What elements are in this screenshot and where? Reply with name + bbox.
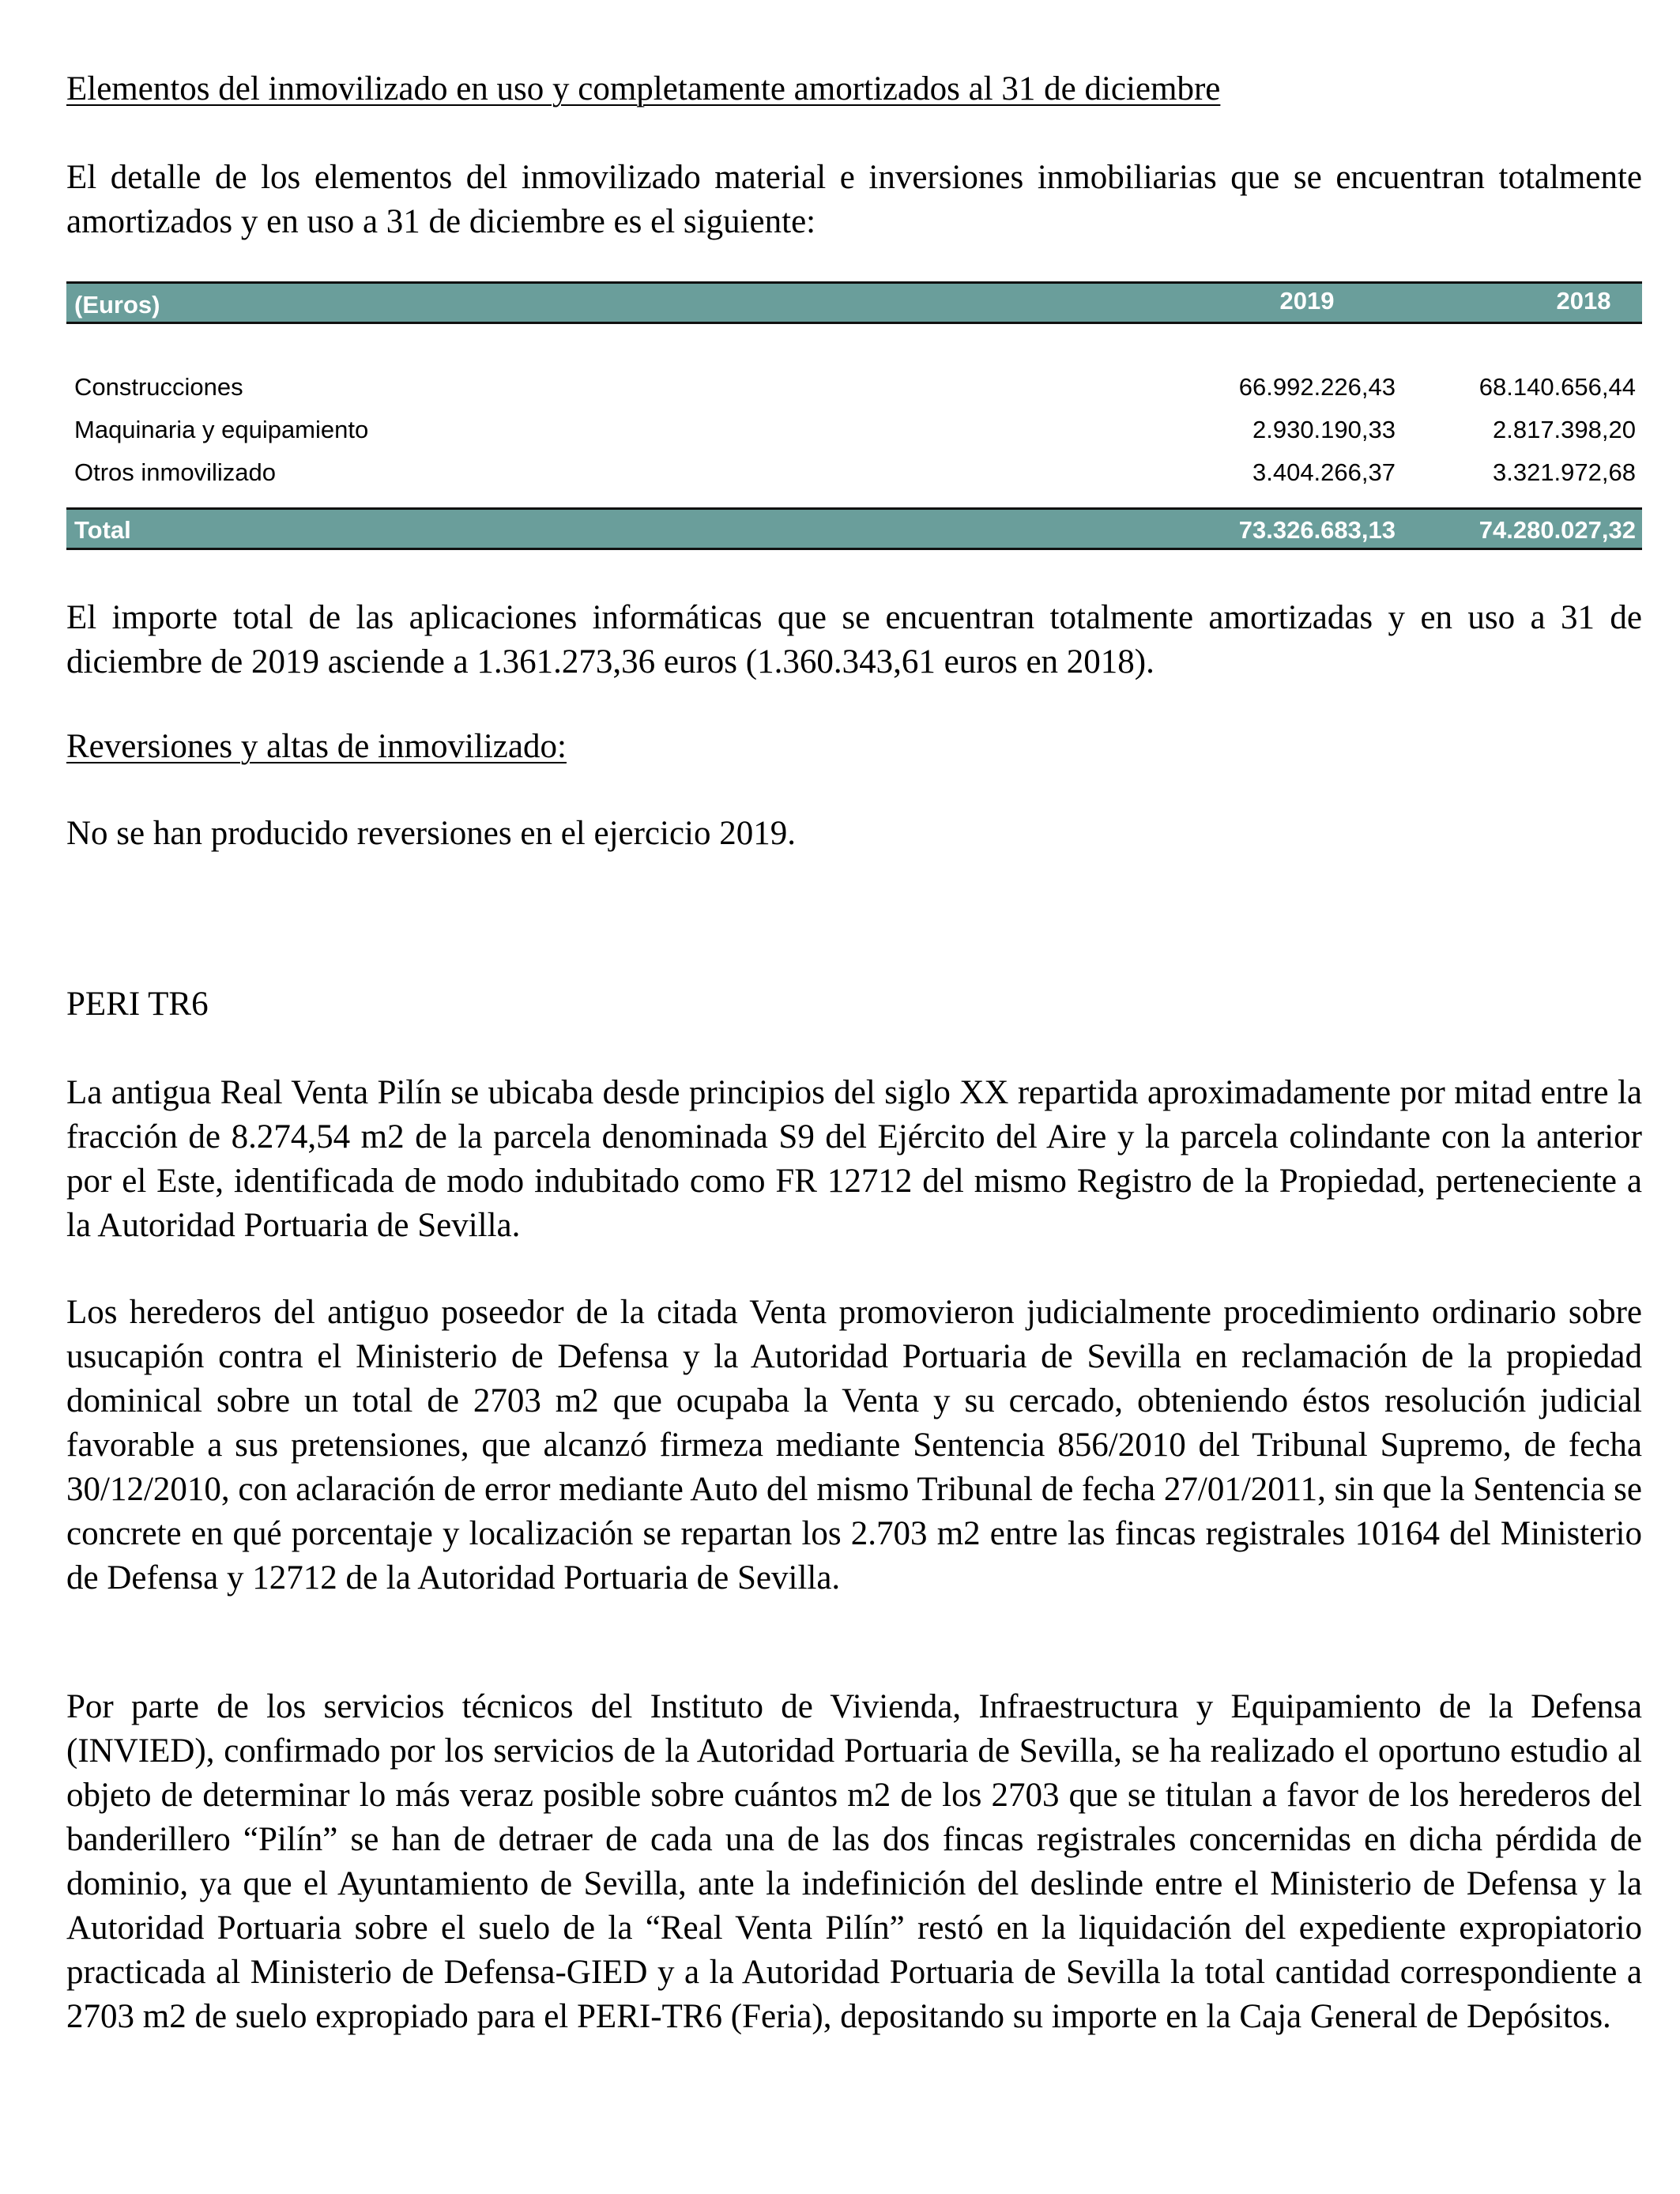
row-value-2018: 3.321.972,68 [1492,458,1636,486]
table-row [66,457,1642,488]
peri-paragraph-2: Los herederos del antiguo poseedor de la citada Venta promovieron judicialmente procedimiento ordinario sobre usucapión contra el Ministerio de Defensa y la Autoridad Portuaria de Sevilla en reclamación de la propiedad dominical sobre un total de 2703 m2 que ocupaba la Venta y su cercado, obteniendo éstos resolución judicial favorable a sus pretensiones, que alcanzó firmeza mediante Sentencia 856/2010 del Tribunal Supremo, de fecha 30/12/2010, con aclaración de error mediante Auto del mismo Tribunal de fecha 27/01/2011, sin que la Sentencia se concrete en qué porcentaje y localización se repartan los 2.703 m2 entre las fincas registrales 10164 del Ministerio de Defensa y 12712 de la Autoridad Portuaria de Sevilla. [66,1294,1642,1596]
peri-paragraph-1: La antigua Real Venta Pilín se ubicaba desde principios del siglo XX repartida aproximadamente por mitad entre la fracción de 8.274,54 m2 de la parcela denominada S9 del Ejército del Aire y la parcela colindante con la anterior por el Este, identificada de modo indubitado como FR 12712 del mismo Registro de la Propiedad, perteneciente a la Autoridad Portuaria de Sevilla. [66,1074,1642,1244]
table-unit-label: (Euros) [74,291,160,319]
peri-paragraph-3: Por parte de los servicios técnicos del Instituto de Vivienda, Infraestructura y Equipamiento de la Defensa (INVIED), confirmado por los servicios de la Autoridad Portuaria de Sevilla, se ha realizado el oportuno estudio al objeto de determinar lo más veraz posible sobre cuántos m2 de los 2703 que se titulan a favor de los herederos del banderillero “Pilín” se han de detraer de cada una de las dos fincas registrales concernidas en dicha pérdida de dominio, ya que el Ayuntamiento de Sevilla, ante la indefinición del deslinde entre el Ministerio de Defensa y la Autoridad Portuaria sobre el suelo de la “Real Venta Pilín” restó en la liquidación del expediente expropiatorio practicada al Ministerio de Defensa-GIED y a la Autoridad Portuaria de Sevilla la total cantidad correspondiente a 2703 m2 de suelo expropiado para el PERI-TR6 (Feria), depositando su importe en la Caja General de Depósitos. [66,1688,1642,2035]
section-heading-fully-amortized: Elementos del inmovilizado en uso y completamente amortizados al 31 de diciembre [66,70,1221,107]
software-note-paragraph: El importe total de las aplicaciones informáticas que se encuentran totalmente amortizadas y en uso a 31 de diciembre de 2019 asciende a 1.361.273,36 euros (1.360.343,61 euros en 2018). [66,599,1642,680]
peri-section-title: PERI TR6 [66,986,209,1023]
row-label: Construcciones [74,373,243,401]
total-value-2018: 74.280.027,32 [1478,516,1636,544]
row-label: Otros inmovilizado [74,458,276,486]
row-value-2018: 68.140.656,44 [1478,373,1636,401]
table-total-row [66,507,1642,550]
table-row [66,371,1642,403]
column-header-2018: 2018 [1556,287,1611,315]
reversals-text: No se han producido reversiones en el ejercicio 2019. [66,815,796,852]
table-header-row [66,281,1642,324]
section-heading-reversals: Reversiones y altas de inmovilizado: [66,728,567,765]
column-header-2019: 2019 [1279,287,1335,315]
total-value-2019: 73.326.683,13 [1238,516,1396,544]
table-row [66,414,1642,446]
row-label: Maquinaria y equipamiento [74,416,369,443]
row-value-2019: 3.404.266,37 [1252,458,1396,486]
row-value-2018: 2.817.398,20 [1492,416,1636,443]
total-label: Total [74,516,131,544]
row-value-2019: 66.992.226,43 [1238,373,1396,401]
intro-paragraph: El detalle de los elementos del inmovilizado material e inversiones inmobiliarias que se encuentran totalmente amortizados y en uso a 31 de diciembre es el siguiente: [66,159,1642,240]
row-value-2019: 2.930.190,33 [1252,416,1396,443]
